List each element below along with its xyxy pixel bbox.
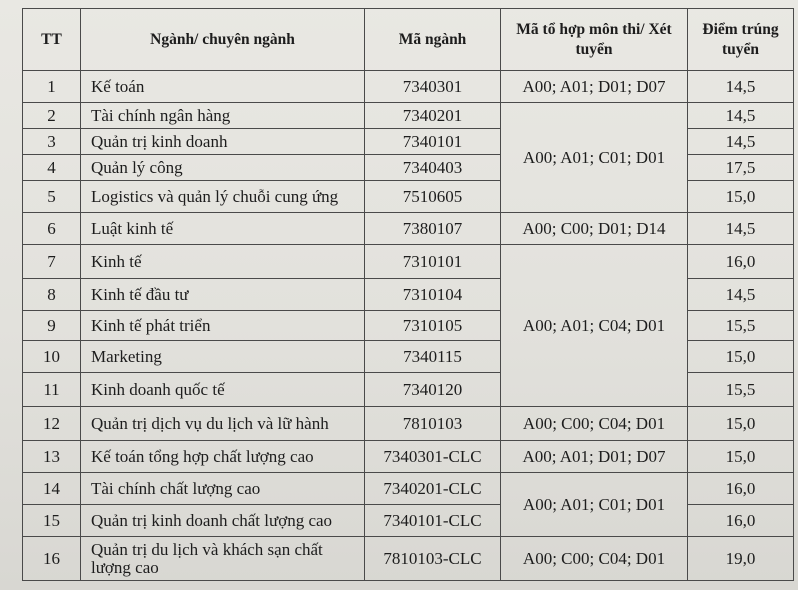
admission-score: 14,5 — [688, 129, 794, 155]
admission-score: 14,5 — [688, 103, 794, 129]
table-row — [23, 245, 794, 279]
admission-score: 19,0 — [688, 537, 794, 581]
major-code: 7310104 — [365, 279, 501, 311]
major-code: 7340403 — [365, 155, 501, 181]
major-code: 7340101-CLC — [365, 505, 501, 537]
header-combo: Mã tổ hợp môn thi/ Xét tuyển — [501, 9, 688, 71]
major-name: Quản trị dịch vụ du lịch và lữ hành — [81, 407, 365, 441]
major-name: Tài chính chất lượng cao — [81, 473, 365, 505]
subject-combination: A00; A01; C01; D01 — [501, 103, 688, 213]
major-code: 7310105 — [365, 311, 501, 341]
admission-score: 14,5 — [688, 279, 794, 311]
major-name: Quản lý công — [81, 155, 365, 181]
major-name: Logistics và quản lý chuỗi cung ứng — [81, 181, 365, 213]
admission-score: 14,5 — [688, 213, 794, 245]
admission-score: 15,5 — [688, 373, 794, 407]
table-row — [23, 407, 794, 441]
subject-combination: A00; C00; D01; D14 — [501, 213, 688, 245]
major-name: Kinh tế đầu tư — [81, 279, 365, 311]
header-major: Ngành/ chuyên ngành — [81, 9, 365, 71]
row-number: 15 — [23, 505, 81, 537]
major-code: 7510605 — [365, 181, 501, 213]
row-number: 11 — [23, 373, 81, 407]
header-score: Điểm trúng tuyển — [688, 9, 794, 71]
major-name: Quản trị du lịch và khách sạn chất lượng cao — [81, 537, 365, 581]
major-name: Kế toán — [81, 71, 365, 103]
table-row — [23, 473, 794, 505]
major-name: Kế toán tổng hợp chất lượng cao — [81, 441, 365, 473]
major-name: Luật kinh tế — [81, 213, 365, 245]
admission-score: 15,0 — [688, 181, 794, 213]
admission-score: 15,5 — [688, 311, 794, 341]
admission-score: 16,0 — [688, 245, 794, 279]
major-code: 7310101 — [365, 245, 501, 279]
major-code: 7340120 — [365, 373, 501, 407]
admission-score-table — [22, 8, 794, 581]
row-number: 6 — [23, 213, 81, 245]
subject-combination: A00; C00; C04; D01 — [501, 407, 688, 441]
table-body — [23, 71, 794, 581]
row-number: 16 — [23, 537, 81, 581]
major-code: 7340301-CLC — [365, 441, 501, 473]
row-number: 9 — [23, 311, 81, 341]
admission-score: 15,0 — [688, 441, 794, 473]
major-name: Quản trị kinh doanh — [81, 129, 365, 155]
major-code: 7340101 — [365, 129, 501, 155]
table-row — [23, 103, 794, 129]
major-code: 7340201 — [365, 103, 501, 129]
table-row — [23, 71, 794, 103]
row-number: 12 — [23, 407, 81, 441]
major-name: Kinh tế — [81, 245, 365, 279]
table-row — [23, 537, 794, 581]
major-name: Tài chính ngân hàng — [81, 103, 365, 129]
subject-combination: A00; A01; D01; D07 — [501, 441, 688, 473]
subject-combination: A00; A01; D01; D07 — [501, 71, 688, 103]
admission-score: 16,0 — [688, 473, 794, 505]
row-number: 13 — [23, 441, 81, 473]
admission-score: 16,0 — [688, 505, 794, 537]
major-code: 7380107 — [365, 213, 501, 245]
admission-score: 17,5 — [688, 155, 794, 181]
subject-combination: A00; A01; C04; D01 — [501, 245, 688, 407]
table-header-row — [23, 9, 794, 71]
row-number: 5 — [23, 181, 81, 213]
header-tt: TT — [23, 9, 81, 71]
table-row — [23, 441, 794, 473]
major-code: 7340201-CLC — [365, 473, 501, 505]
admission-score: 14,5 — [688, 71, 794, 103]
major-code: 7810103 — [365, 407, 501, 441]
row-number: 1 — [23, 71, 81, 103]
table-row — [23, 213, 794, 245]
row-number: 2 — [23, 103, 81, 129]
row-number: 10 — [23, 341, 81, 373]
admission-score: 15,0 — [688, 407, 794, 441]
major-name: Kinh tế phát triển — [81, 311, 365, 341]
major-name: Marketing — [81, 341, 365, 373]
major-code: 7810103-CLC — [365, 537, 501, 581]
row-number: 3 — [23, 129, 81, 155]
row-number: 4 — [23, 155, 81, 181]
admission-score: 15,0 — [688, 341, 794, 373]
major-name: Quản trị kinh doanh chất lượng cao — [81, 505, 365, 537]
subject-combination: A00; A01; C01; D01 — [501, 473, 688, 537]
row-number: 14 — [23, 473, 81, 505]
row-number: 7 — [23, 245, 81, 279]
major-name: Kinh doanh quốc tế — [81, 373, 365, 407]
row-number: 8 — [23, 279, 81, 311]
subject-combination: A00; C00; C04; D01 — [501, 537, 688, 581]
major-code: 7340301 — [365, 71, 501, 103]
header-code: Mã ngành — [365, 9, 501, 71]
major-code: 7340115 — [365, 341, 501, 373]
